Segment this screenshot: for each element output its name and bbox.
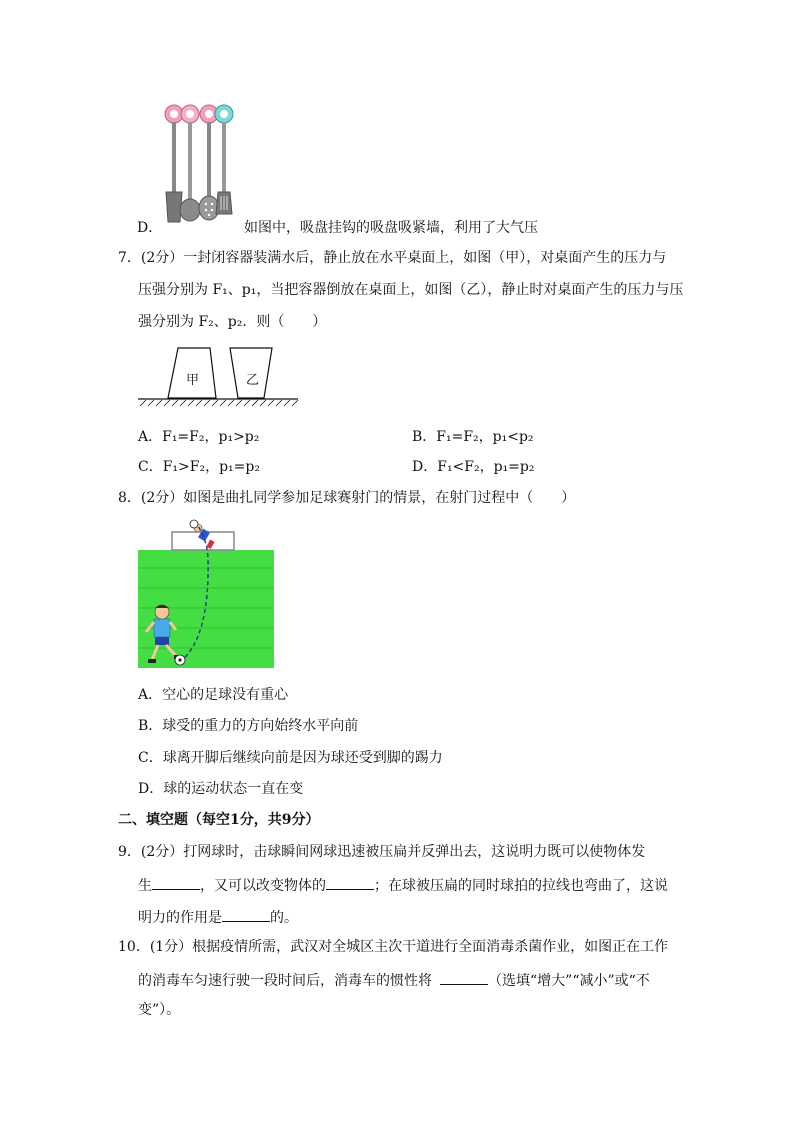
q9-line3 [138, 907, 298, 927]
q9-blank-3[interactable] [222, 907, 270, 922]
q7-option-b: B．F₁=F₂，p₁<p₂ [412, 429, 534, 445]
q8-option-c: C．球离开脚后继续向前是因为球还受到脚的踢力 [138, 750, 443, 766]
q7-option-c: C．F₁>F₂，p₁=p₂ [138, 459, 260, 475]
q8-option-d: D．球的运动状态一直在变 [138, 781, 304, 797]
q9-line2 [138, 875, 668, 895]
q9-line3-b: 的。 [270, 910, 298, 926]
q10-line2-a: 的消毒车匀速行驶一段时间后，消毒车的惯性将 [138, 973, 432, 989]
q9-blank-1[interactable] [152, 875, 200, 890]
q10-line3: 变”）。 [138, 1002, 181, 1018]
q10-line1: 10．(1分）根据疫情所需，武汉对全城区主次干道进行全面消毒杀菌作业，如图正在工作 [118, 939, 669, 955]
q9-line2-b: ，又可以改变物体的 [200, 878, 326, 894]
q10-line2-b: （选填“增大”“减小”或“不 [488, 973, 650, 989]
q9-line2-a: 生 [138, 878, 152, 894]
q7-stem-line2: 压强分别为 F₁、p₁，当把容器倒放在桌面上，如图（乙），静止时对桌面产生的压力与压 [138, 282, 684, 298]
q7-stem-line1: 7．(2分）一封闭容器装满水后，静止放在水平桌面上，如图（甲），对桌面产生的压力与 [118, 250, 667, 266]
q8-option-a: A．空心的足球没有重心 [138, 687, 289, 703]
q7-option-d: D．F₁<F₂，p₁=p₂ [412, 459, 535, 475]
soccer-figure [138, 518, 274, 668]
q9-line2-c: ；在球被压扁的同时球拍的拉线也弯曲了，这说 [374, 878, 668, 894]
q7-option-a: A．F₁=F₂，p₁>p₂ [138, 429, 260, 445]
q8-option-b: B．球受的重力的方向始终水平向前 [138, 718, 359, 734]
q10-line2 [138, 970, 650, 990]
q9-line1: 9．(2分）打网球时，击球瞬间网球迅速被压扁并反弹出去，这说明力既可以使物体发 [118, 844, 646, 860]
label-jia: 甲 [186, 373, 200, 388]
label-yi: 乙 [246, 373, 260, 388]
q8-stem: 8．(2分）如图是曲扎同学参加足球赛射门的情景，在射门过程中（ ） [118, 490, 576, 506]
utensils-figure [160, 100, 240, 230]
section2-title: 二、填空题（每空1分，共9分） [118, 812, 320, 828]
container-figure [138, 344, 300, 408]
q7-stem-line3: 强分别为 F₂、p₂．则（ ） [138, 314, 327, 330]
q9-line3-a: 明力的作用是 [138, 910, 222, 926]
q6-option-d-text: 如图中，吸盘挂钩的吸盘吸紧墙，利用了大气压 [244, 220, 538, 236]
q9-blank-2[interactable] [326, 875, 374, 890]
q6-option-d-letter: D． [137, 220, 163, 236]
q10-blank-1[interactable] [440, 970, 488, 985]
